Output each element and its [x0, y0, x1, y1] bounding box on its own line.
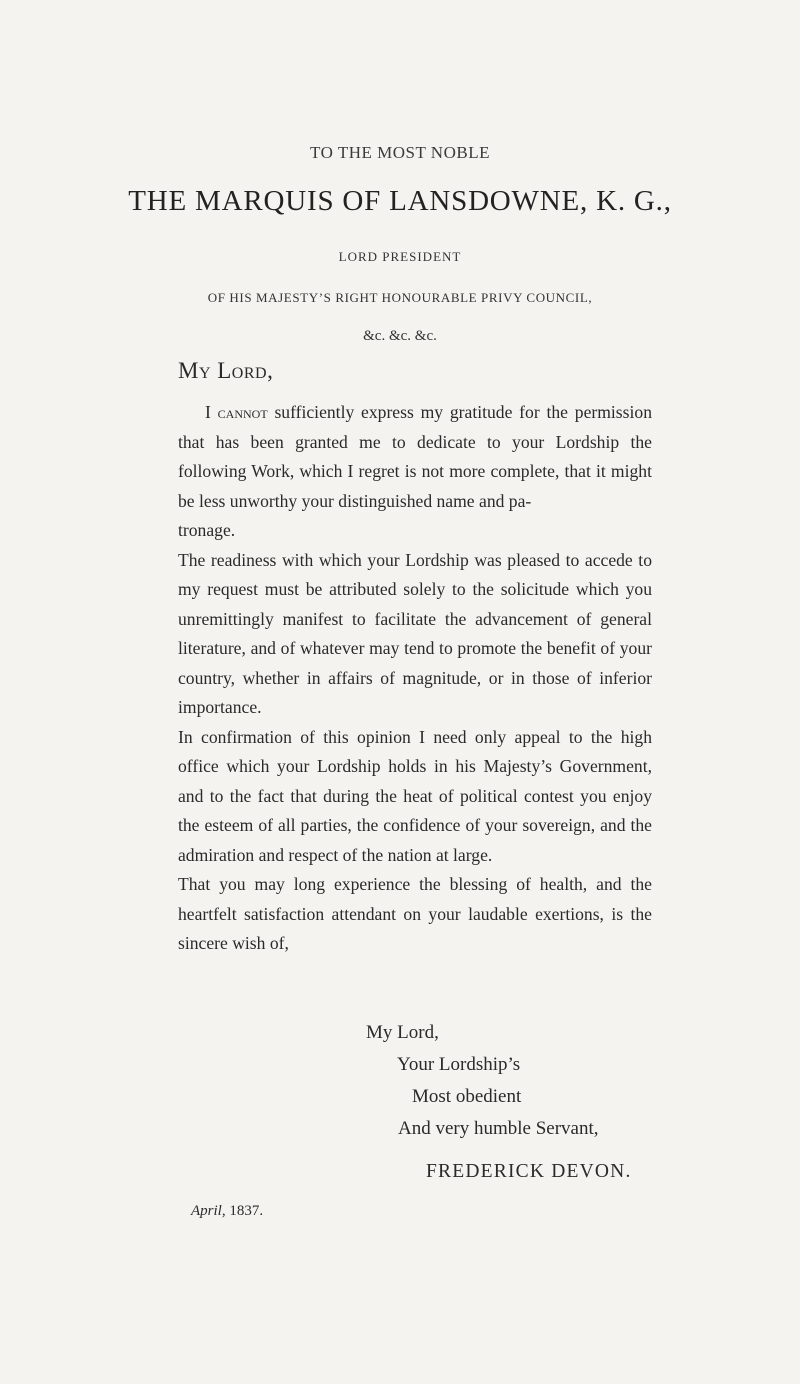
date-line: [191, 1203, 263, 1220]
dedicatee-title: THE MARQUIS OF LANSDOWNE, K. G.,: [128, 185, 672, 217]
closing-your-lordships: Your Lordship’s: [397, 1054, 521, 1075]
letter-body: [178, 398, 652, 959]
paragraph-2: The readiness with which your Lordship was pleased to accede to my request must be attributed solely to the solicitude which you unremittingly manifest to facilitate the advancement of general literature, and of whatever may tend to promote the benefit of your country, whether in affairs of magnitude, or in those of inferior importance.: [178, 549, 652, 717]
dedication-to-line: TO THE MOST NOBLE: [310, 143, 490, 162]
salutation: My Lord,: [178, 358, 274, 383]
closing-my-lord: My Lord,: [366, 1022, 439, 1043]
dedicatee-office: LORD PRESIDENT: [338, 249, 462, 264]
date-month: April,: [191, 1203, 226, 1219]
etcetera-line: &c. &c. &c.: [363, 328, 437, 344]
paragraph-3: In confirmation of this opinion I need only appeal to the high office which your Lordship holds in his Majesty’s Government, and to the fact that during the heat of political contest you enjoy the esteem of all parties, the confidence of your sovereign, and the admiration and respect of the nation at large.: [178, 726, 652, 865]
paragraph-1-text: sufficiently express my gratitude for the permission that has been granted me to dedicate to your Lordship the following Work, which I regret is not more complete, that it might be less unworthy your distinguished name and pa-: [178, 402, 652, 511]
closing-humble-servant: And very humble Servant,: [398, 1118, 599, 1139]
paragraph-4: That you may long experience the blessing of health, and the heartfelt satisfaction attendant on your laudable exertions, is the sincere wish of,: [178, 874, 652, 953]
date-year: 1837.: [225, 1203, 264, 1219]
paragraph-1: [178, 398, 652, 516]
paragraph-1-lead: I cannot: [205, 402, 268, 422]
signature: FREDERICK DEVON.: [426, 1161, 632, 1182]
dedicatee-council: OF HIS MAJESTY’S RIGHT HONOURABLE PRIVY COUNCIL,: [207, 290, 593, 305]
paragraph-1-end: tronage.: [178, 520, 236, 540]
closing-most-obedient: Most obedient: [412, 1086, 522, 1107]
